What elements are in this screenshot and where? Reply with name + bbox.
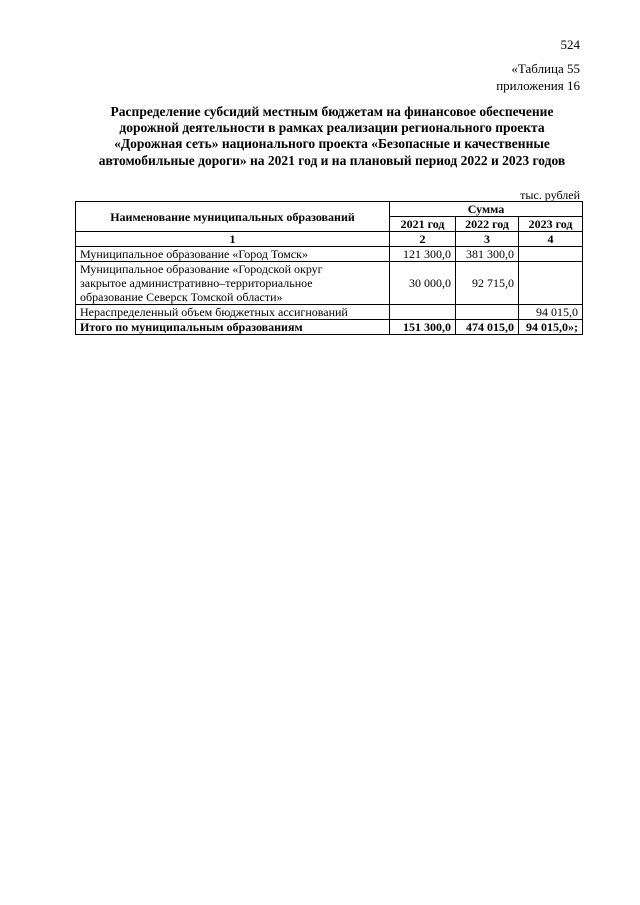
- title-line-3: «Дорожная сеть» национального проекта «Безопасные и качественные: [114, 136, 550, 152]
- title-line-1: Распределение субсидий местным бюджетам на финансовое обеспечение: [110, 104, 554, 119]
- title-line-4: автомобильные дороги» на 2021 год и на плановый период 2022 и 2023 годов: [98, 152, 566, 168]
- column-number-4: 4: [519, 232, 583, 247]
- column-number-3: 3: [456, 232, 519, 247]
- table-reference: «Таблица 55: [511, 61, 580, 76]
- column-number-1: 1: [76, 232, 390, 247]
- row-name-seversk: [76, 262, 390, 305]
- header-row: [76, 202, 583, 217]
- subsidies-table: [75, 201, 583, 335]
- row-value-2023: 94 015,0: [519, 305, 583, 320]
- row-name-line: закрытое административно–территориальное: [80, 276, 313, 290]
- row-value-2023: [519, 247, 583, 262]
- row-value-2022: [456, 305, 519, 320]
- row-value-2021: 30 000,0: [390, 262, 456, 305]
- column-number-row: [76, 232, 583, 247]
- total-row: [76, 320, 583, 335]
- column-number-2: 2: [390, 232, 456, 247]
- total-value-2022: 474 015,0: [456, 320, 519, 335]
- row-value-2022: 92 715,0: [456, 262, 519, 305]
- header-municipality-name: Наименование муниципальных образований: [76, 202, 390, 232]
- table-row: [76, 262, 583, 305]
- header-year-2021: 2021 год: [390, 217, 456, 232]
- row-name-tomsk: Муниципальное образование «Город Томск»: [76, 247, 390, 262]
- header-year-2022: 2022 год: [456, 217, 519, 232]
- row-value-2022: 381 300,0: [456, 247, 519, 262]
- units-label: тыс. рублей: [520, 188, 580, 202]
- title-line-2: дорожной деятельности в рамках реализации регионального проекта: [119, 120, 545, 136]
- table-row: [76, 247, 583, 262]
- header-year-2023: 2023 год: [519, 217, 583, 232]
- table-row: [76, 305, 583, 320]
- row-value-2023: [519, 262, 583, 305]
- row-name-line: образование Северск Томской области»: [80, 290, 283, 304]
- row-name-line: Муниципальное образование «Городской округ: [80, 262, 323, 276]
- row-value-2021: 121 300,0: [390, 247, 456, 262]
- appendix-number: приложения 16: [496, 78, 580, 93]
- total-value-2021: 151 300,0: [390, 320, 456, 335]
- page-number: 524: [560, 37, 580, 52]
- header-sum: Сумма: [390, 202, 583, 217]
- document-title: [72, 104, 592, 169]
- row-name-unallocated: Нераспределенный объем бюджетных ассигнований: [76, 305, 390, 320]
- row-value-2021: [390, 305, 456, 320]
- total-value-2023: 94 015,0»;: [519, 320, 583, 335]
- appendix-reference: [496, 60, 580, 94]
- total-label: Итого по муниципальным образованиям: [76, 320, 390, 335]
